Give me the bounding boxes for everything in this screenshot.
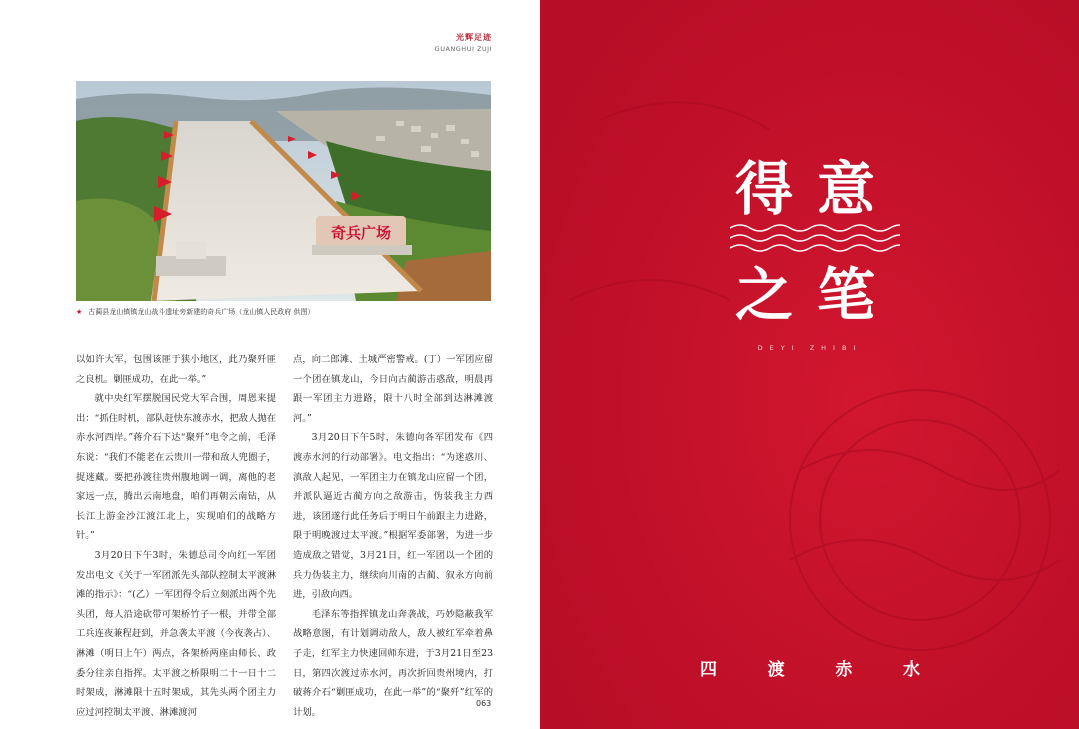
paragraph: 3月20日下午3时，朱德总司令向红一军团发出电文《关于一军团派先头部队控制太平渡淋滩的指示》：“(乙）一军团得令后立刻派出两个先头团，每人沿途砍带可架桥竹子一根，并带全部工兵连夜兼程赶到，并急袭太平渡（今夜袭占）、淋滩（明日上午）两点，各架桥两座由师长、政委分往亲自指挥。太平渡之桥限明二十一日十二时架成，淋滩限十五时架成，其先头两个团主力应过河控制太平渡、淋滩渡河 (76, 549, 276, 718)
section-title-char: 四 (700, 660, 717, 680)
star-icon: ★ (76, 308, 83, 316)
running-head-pinyin: GUANGHUI ZUJI (434, 45, 492, 53)
caption-text: 古蔺县龙山镇镇龙山战斗遗址旁新建的奇兵广场（龙山镇人民政府 供图） (88, 308, 315, 316)
plaza-sign-text: 奇兵广场 (330, 224, 392, 242)
page-number: 063 (476, 699, 492, 708)
right-page (540, 0, 1079, 729)
section-title (700, 655, 920, 680)
title-pinyin: DEYI ZHIBI (757, 344, 863, 352)
title-char: 得 (735, 155, 794, 223)
title-char: 意 (817, 155, 876, 223)
qibing-square-photo (76, 81, 491, 301)
paragraph: 点，向二郎滩、土城严密警戒。(丁）一军团应留一个团在镇龙山，今日向古蔺游击惑敌，明晨再跟一军团主力进路，限十八时全部到达淋滩渡河。” (293, 354, 493, 424)
text-column-1 (76, 350, 276, 722)
photo-caption (76, 307, 496, 317)
wave-ornament (730, 222, 900, 262)
paragraph: 以如许大军，包围该匪于狭小地区，此乃聚歼匪之良机。剿匪成功，在此一举。” (76, 354, 276, 385)
text-column-2 (293, 350, 493, 722)
title-block (735, 155, 895, 340)
paragraph: 毛泽东等指挥镇龙山奔袭战，巧妙隐蔽我军战略意图，有计划调动敌人，敌人被红军牵着鼻子走，红军主力快速回师东进，于3月21日至23日，第四次渡过赤水河，再次折回贵州境内，打破蒋介石“剿匪成功，在此一举”的“聚歼”红军的计划。 (293, 608, 493, 718)
paragraph: 就中央红军摆脱国民党大军合围，周恩来提出：“抓住时机，部队赶快东渡赤水，把敌人抛在赤水河西岸。”蒋介石下达“聚歼”电令之前，毛泽东说：“我们不能老在云贵川一带和敌人兜圈子，捉迷藏。要把孙渡往贵州腹地调一调，离他的老家远一点，腾出云南地盘，咱们再朝云南钻，从长江上游金沙江渡江北上，实现咱们的战略方针。” (76, 393, 276, 542)
background-texture (540, 0, 1079, 729)
running-head-title: 光辉足迹 (456, 33, 492, 42)
title-char: 笔 (817, 261, 876, 329)
paragraph: 3月20日下午5时，朱德向各军团发布《四渡赤水河的行动部署》。电文指出：“为迷惑川、滇敌人起见，一军团主力在镇龙山应留一个团，并派队逼近古蔺方向之敌游击，伪装我主力西进，该团遂行此任务后于明日午前跟主力进路，限于明晚渡过太平渡。”根据军委部署，为进一步造成敌之错觉，3月21日，红一军团以一个团的兵力伪装主力，继续向川南的古蔺、叙永方向前进，引敌向西。 (293, 432, 493, 601)
section-title-char: 渡 (767, 660, 785, 680)
section-title-char: 水 (902, 660, 920, 680)
running-head (435, 32, 492, 53)
title-char: 之 (735, 261, 794, 329)
section-title-char: 赤 (835, 660, 853, 680)
